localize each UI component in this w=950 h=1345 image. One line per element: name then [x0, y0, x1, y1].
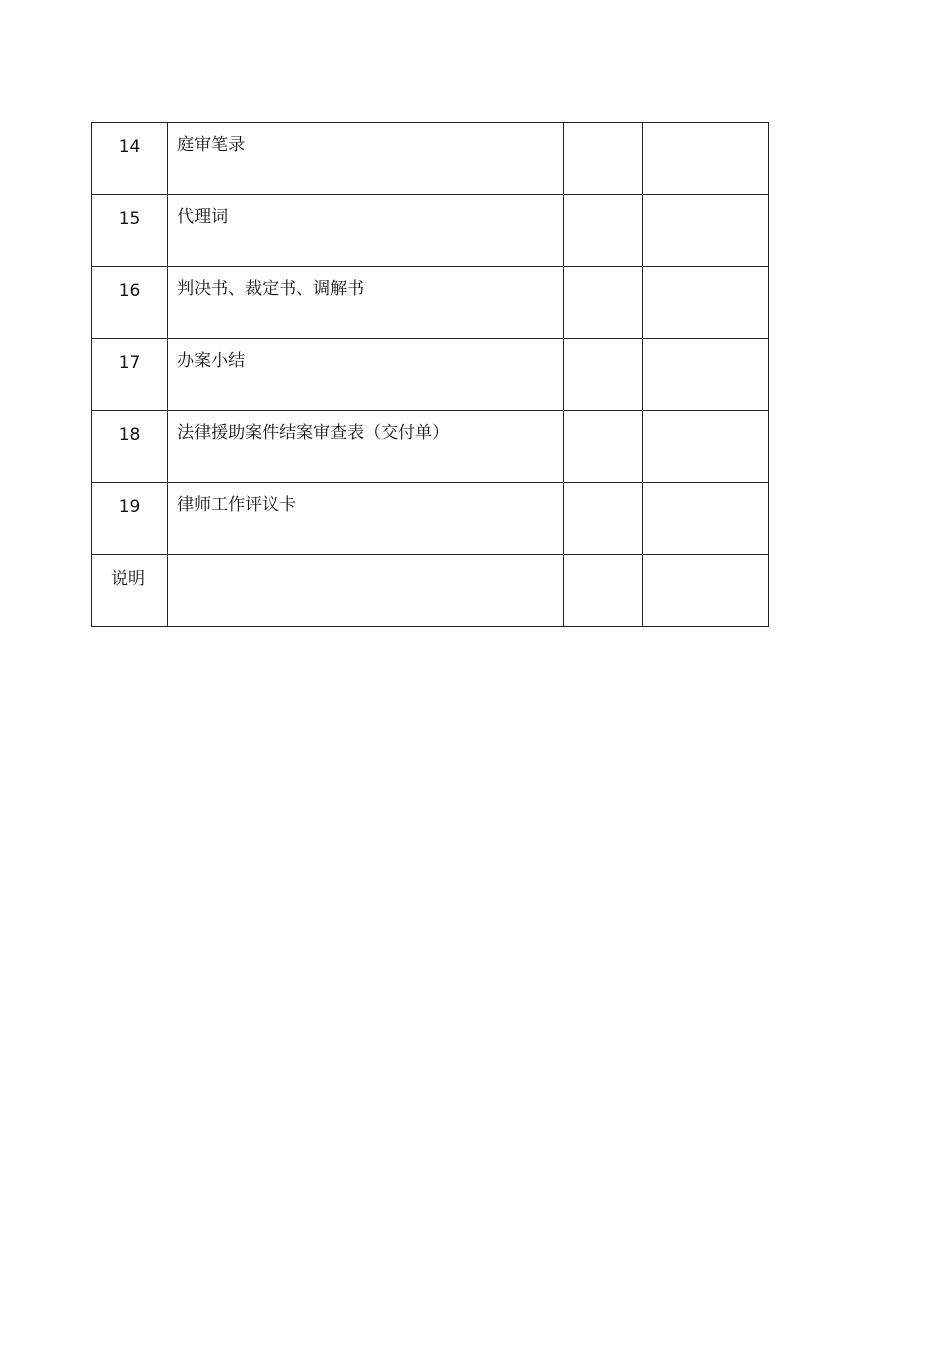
document-table — [91, 122, 769, 627]
empty-cell — [642, 555, 768, 627]
row-number: 17 — [92, 339, 168, 411]
row-number: 14 — [92, 123, 168, 195]
empty-cell — [642, 267, 768, 339]
table-row — [92, 483, 769, 555]
empty-cell — [563, 339, 642, 411]
empty-cell — [642, 339, 768, 411]
empty-cell — [563, 483, 642, 555]
document-name: 办案小结 — [168, 339, 564, 411]
document-name: 法律援助案件结案审查表（交付单） — [168, 411, 564, 483]
empty-cell — [642, 123, 768, 195]
table-row — [92, 339, 769, 411]
document-name: 律师工作评议卡 — [168, 483, 564, 555]
empty-cell — [563, 123, 642, 195]
empty-cell — [563, 411, 642, 483]
table-row — [92, 411, 769, 483]
row-number: 15 — [92, 195, 168, 267]
table-row — [92, 555, 769, 627]
empty-cell — [642, 483, 768, 555]
document-name: 庭审笔录 — [168, 123, 564, 195]
empty-cell — [642, 411, 768, 483]
note-content — [168, 555, 564, 627]
document-name: 判决书、裁定书、调解书 — [168, 267, 564, 339]
table-row — [92, 267, 769, 339]
empty-cell — [563, 267, 642, 339]
table-row — [92, 123, 769, 195]
row-number: 16 — [92, 267, 168, 339]
empty-cell — [642, 195, 768, 267]
row-number: 19 — [92, 483, 168, 555]
empty-cell — [563, 555, 642, 627]
row-number: 18 — [92, 411, 168, 483]
note-label: 说明 — [92, 555, 168, 627]
empty-cell — [563, 195, 642, 267]
table-row — [92, 195, 769, 267]
document-name: 代理词 — [168, 195, 564, 267]
